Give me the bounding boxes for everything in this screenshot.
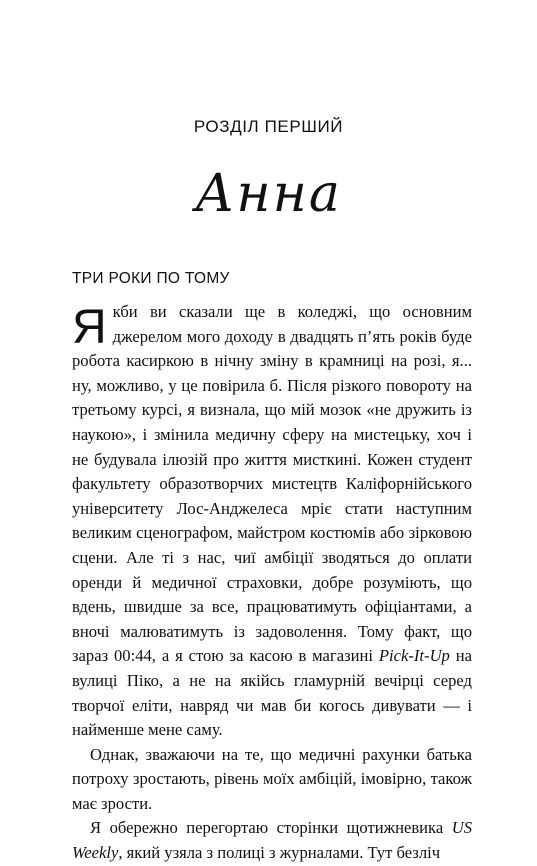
paragraph-2: Однак, зважаючи на те, що медичні рахунки батька потроху зростають, рівень моїх амбіцій, імовірно, також має зрости. xyxy=(72,744,472,813)
paragraph-3-text-b: , який узяла з полиці з журналами. Тут безліч xyxy=(118,843,441,863)
paragraph-3 xyxy=(72,816,472,865)
paragraph-1-text-b: на вулиці Піко, а не на якійсь гламурній вечірці серед творчої еліти, навряд чи мав би когось дивувати — і найменше мене саму. xyxy=(72,646,472,740)
paragraph-1-text-a: Якби ви сказали ще в коледжі, що основним джерелом мого доходу в двадцять п’ять років буде робота касиркою в нічну зміну в крамниці на розі, я... ну, можливо, у це повірила б. Після різкого повороту на третьому курсі, я визнала, що мій мозок «не дружить із наукою», і змінила медичну сферу на мистецьку, хоч і не будувала ілюзій про життя мисткині. Кожен студент факультету образотворчих мистецтв Каліфорнійського університету Лос-Анджелеса мріє стати наступним великим сценографом, майстром костюмів або зірковою сцени. Але ті з нас, чиї амбіції зводяться до оплати оренди й медичної страховки, добре розуміють, що вдень, швидше за все, працюватимуть офіціантами, а вночі малюватимуть із задоволення. Тому факт, що зараз 00:44, а я стою за касою в магазині xyxy=(72,301,472,666)
section-heading: ТРИ РОКИ ПО ТОМУ xyxy=(72,270,230,287)
chapter-title: Анна xyxy=(195,164,342,224)
paragraph-3-text-a: Я обережно перегортаю сторінки щотижневика xyxy=(90,818,452,838)
magazine-name: US Weekly xyxy=(72,818,472,863)
chapter-label: РОЗДІЛ ПЕРШИЙ xyxy=(193,117,344,136)
store-name: Pick-It-Up xyxy=(378,646,450,666)
body-text xyxy=(72,300,472,866)
paragraph-1 xyxy=(72,300,472,743)
